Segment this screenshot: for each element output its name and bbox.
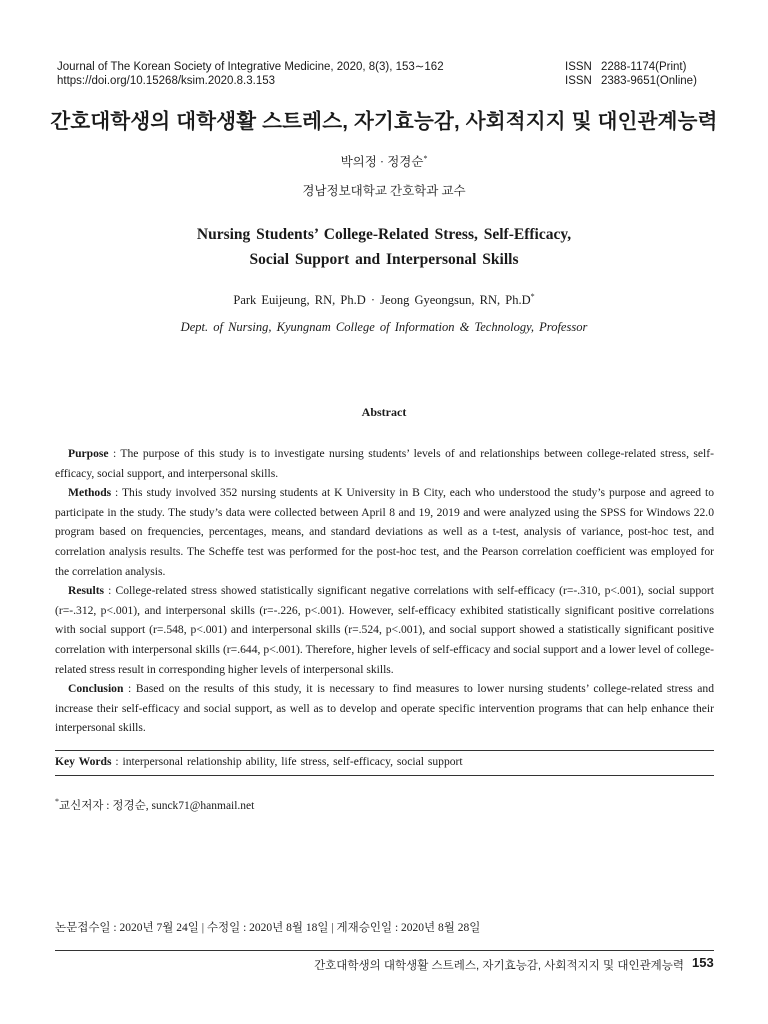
issn-print-row xyxy=(565,60,697,74)
conclusion-text: : Based on the results of this study, it is necessary to find measures to lower nursing students’ college-related stress and increase their self-efficacy and social support, as well as to develop and operate specific intervention programs that can help enhance their interpersonal skills. xyxy=(55,682,714,735)
paper-title-korean: 간호대학생의 대학생활 스트레스, 자기효능감, 사회적지지 및 대인관계능력 xyxy=(50,110,718,133)
keywords xyxy=(55,755,463,768)
issn-online-row xyxy=(565,74,697,88)
abstract-methods xyxy=(55,483,714,581)
purpose-label: Purpose xyxy=(68,447,109,460)
submission-dates: 논문접수일 : 2020년 7월 24일 | 수정일 : 2020년 8월 18일 | 게재승인일 : 2020년 8월 28일 xyxy=(55,922,481,934)
issn-online: 2383-9651(Online) xyxy=(601,75,697,87)
running-title: 간호대학생의 대학생활 스트레스, 자기효능감, 사회적지지 및 대인관계능력 xyxy=(314,960,684,972)
conclusion-label: Conclusion xyxy=(68,682,124,696)
footer-rule xyxy=(55,950,714,951)
title-english-line-2: Social Support and Interpersonal Skills xyxy=(249,251,519,268)
issn-label: ISSN xyxy=(565,61,592,73)
authors-korean-names: 박의정 · 정경순 xyxy=(340,155,424,169)
corresponding-label: 교신저자 : xyxy=(59,800,113,812)
paper-title-english xyxy=(0,222,768,272)
issn-label: ISSN xyxy=(565,75,592,87)
journal-citation: Journal of The Korean Society of Integrative Medicine, 2020, 8(3), 153∼162 xyxy=(57,61,444,73)
methods-text: : This study involved 352 nursing students at K University in B City, each who understood the study’s purpose and agreed to participate in the study. The study’s data were collected between April 8 and 19, 2019 and were analyzed using the SPSS for Windows 22.0 program based on frequencies, percentages, means, and standard deviations as well as a t-test, analysis of variance, post-hoc test, and correlation analysis results. The Scheffe test was performed for the post-hoc test, and the Pearson correlation coefficient was employed for the correlation analysis. xyxy=(55,486,714,578)
corresponding-author-mark: * xyxy=(530,292,535,301)
authors-english xyxy=(0,292,768,308)
abstract-body xyxy=(55,444,714,738)
corresponding-name: 정경순, xyxy=(112,800,152,812)
affiliation-korean: 경남정보대학교 간호학과 교수 xyxy=(302,184,466,198)
authors-english-names: Park Euijeung, RN, Ph.D · Jeong Gyeongsun, RN, Ph.D xyxy=(233,293,531,307)
abstract-conclusion xyxy=(55,679,714,738)
corresponding-author-note xyxy=(55,797,254,813)
doi-link[interactable]: https://doi.org/10.15268/ksim.2020.8.3.153 xyxy=(57,75,276,87)
keywords-label: Key Words xyxy=(55,755,112,768)
affiliation-english: Dept. of Nursing, Kyungnam College of Information & Technology, Professor xyxy=(180,320,588,334)
journal-header xyxy=(57,60,444,88)
corresponding-author-mark: * xyxy=(423,154,428,163)
keywords-bottom-rule xyxy=(55,775,714,776)
abstract-heading: Abstract xyxy=(361,405,407,419)
issn-print: 2288-1174(Print) xyxy=(601,61,687,73)
abstract-purpose xyxy=(55,444,714,483)
issn-block xyxy=(565,60,697,88)
keywords-text: : interpersonal relationship ability, life stress, self-efficacy, social support xyxy=(111,755,463,768)
methods-label: Methods xyxy=(68,486,112,500)
corresponding-email[interactable]: sunck71@hanmail.net xyxy=(151,800,255,812)
page-number: 153 xyxy=(692,955,714,970)
abstract-results xyxy=(55,581,714,679)
results-text: : College-related stress showed statistically significant negative correlations with self-efficacy (r=-.310, p<.001), social support (r=-.312, p<.001), and interpersonal skills (r=-.226, p<.001). However, self-efficacy exhibited statistically significant positive correlations with social support (r=.548, p<.001) and interpersonal skills (r=.524, p<.001), and social support showed a statistically significant positive correlation with interpersonal skills (r=.644, p<.001). Therefore, higher levels of self-efficacy and social support and a lower level of college-related stress result in corresponding higher levels of interpersonal skills. xyxy=(55,584,714,676)
corresponding-author-mark: * xyxy=(55,797,59,806)
purpose-text: : The purpose of this study is to investigate nursing students’ levels of and relationships between college-related stress, self-efficacy, social support, and interpersonal skills. xyxy=(55,447,714,480)
keywords-top-rule xyxy=(55,750,714,751)
authors-korean xyxy=(0,152,768,170)
title-english-line-1: Nursing Students’ College-Related Stress, Self-Efficacy, xyxy=(196,226,572,243)
results-label: Results xyxy=(68,584,105,598)
